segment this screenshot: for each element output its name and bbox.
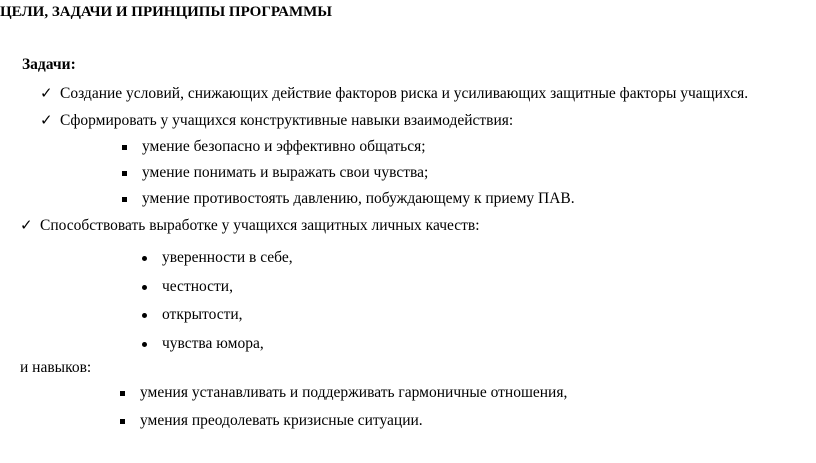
square-bullet-icon — [120, 391, 125, 396]
skill-item-2: умения преодолевать кризисные ситуации. — [140, 412, 423, 429]
round-bullet-icon — [142, 342, 147, 347]
check-mark-icon: ✓ — [20, 218, 33, 234]
square-bullet-icon — [122, 145, 127, 150]
interaction-skill-3: умение противостоять давлению, побуждающему к приему ПАВ. — [142, 190, 575, 207]
quality-item-3: открытости, — [162, 306, 243, 323]
quality-item-4: чувства юмора, — [162, 335, 264, 352]
interaction-skill-2: умение понимать и выражать свои чувства; — [142, 164, 429, 181]
task-item-2: Сформировать у учащихся конструктивные навыки взаимодействия: — [60, 112, 514, 129]
interaction-skill-1: умение безопасно и эффективно общаться; — [142, 138, 426, 155]
quality-item-1: уверенности в себе, — [162, 249, 293, 266]
quality-item-2: честности, — [162, 278, 233, 295]
task-item-1: Создание условий, снижающих действие факторов риска и усиливающих защитные факторы учащихся. — [60, 85, 749, 102]
square-bullet-icon — [122, 197, 127, 202]
square-bullet-icon — [122, 171, 127, 176]
task-item-3: Способствовать выработке у учащихся защитных личных качеств: — [40, 217, 480, 234]
tasks-heading: Задачи: — [22, 56, 76, 73]
round-bullet-icon — [142, 313, 147, 318]
round-bullet-icon — [142, 285, 147, 290]
check-mark-icon: ✓ — [40, 86, 53, 102]
square-bullet-icon — [120, 419, 125, 424]
round-bullet-icon — [142, 256, 147, 261]
skills-intro: и навыков: — [20, 359, 92, 376]
page-title: ЦЕЛИ, ЗАДАЧИ И ПРИНЦИПЫ ПРОГРАММЫ — [0, 4, 333, 20]
check-mark-icon: ✓ — [40, 113, 53, 129]
skill-item-1: умения устанавливать и поддерживать гармоничные отношения, — [140, 384, 568, 401]
